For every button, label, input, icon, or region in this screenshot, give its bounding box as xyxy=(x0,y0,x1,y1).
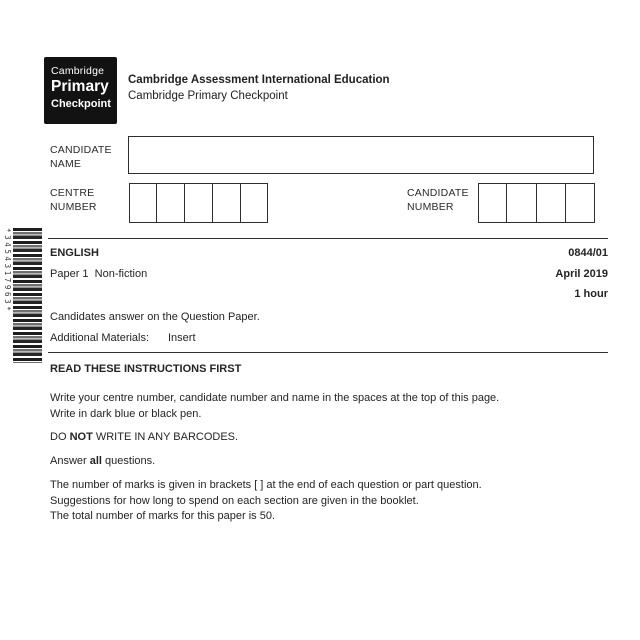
centre-number-cell xyxy=(213,183,241,223)
cambridge-primary-checkpoint-logo xyxy=(44,57,117,124)
logo-line-primary: Primary xyxy=(51,78,109,95)
org-name: Cambridge Assessment International Education xyxy=(128,74,390,86)
barcode xyxy=(3,228,42,363)
candidate-number-label: CANDIDATE NUMBER xyxy=(407,187,469,213)
candidate-number-cell xyxy=(537,183,566,223)
paper-code: 0844/01 xyxy=(568,247,608,259)
logo-line-cambridge: Cambridge xyxy=(51,65,105,77)
additional-materials-value: Insert xyxy=(168,332,196,344)
candidate-number-boxes xyxy=(478,183,595,223)
header xyxy=(128,74,390,102)
candidate-number-cell xyxy=(566,183,595,223)
duration: 1 hour xyxy=(574,288,608,300)
instructions-heading: READ THESE INSTRUCTIONS FIRST xyxy=(50,363,242,375)
instruction-barcode-warning: DO NOT WRITE IN ANY BARCODES. xyxy=(50,431,239,443)
centre-number-label: CENTRE NUMBER xyxy=(50,187,97,213)
barcode-number: *3454317963* xyxy=(3,228,12,314)
centre-number-cell xyxy=(241,183,269,223)
paper-title: Paper 1 Non-fiction xyxy=(50,268,148,280)
centre-number-boxes xyxy=(129,183,268,223)
candidate-number-cell xyxy=(507,183,536,223)
divider-instructions xyxy=(48,352,608,353)
barcode-bars-icon xyxy=(13,228,42,363)
instruction-write-details: Write your centre number, candidate number and name in the spaces at the top of this page. Write in dark blue or black pen. xyxy=(50,392,500,420)
instruction-answer-all: Answer all questions. xyxy=(50,455,156,467)
additional-materials-label: Additional Materials: xyxy=(50,332,150,344)
candidate-name-label: CANDIDATE NAME xyxy=(50,144,112,170)
logo-line-checkpoint: Checkpoint xyxy=(51,98,111,110)
session-date: April 2019 xyxy=(555,268,608,280)
programme-name: Cambridge Primary Checkpoint xyxy=(128,90,288,102)
divider-top xyxy=(48,238,608,239)
centre-number-cell xyxy=(157,183,185,223)
candidate-name-field xyxy=(128,136,594,174)
candidate-number-cell xyxy=(478,183,507,223)
subject: ENGLISH xyxy=(50,247,99,259)
answer-note: Candidates answer on the Question Paper. xyxy=(50,311,260,323)
centre-number-cell xyxy=(185,183,213,223)
centre-number-cell xyxy=(129,183,157,223)
instruction-marks-info: The number of marks is given in brackets [ ] at the end of each question or part question. Suggestions for how long to spend on each section are given in the booklet. The total number of marks for this paper is 50. xyxy=(50,479,482,522)
